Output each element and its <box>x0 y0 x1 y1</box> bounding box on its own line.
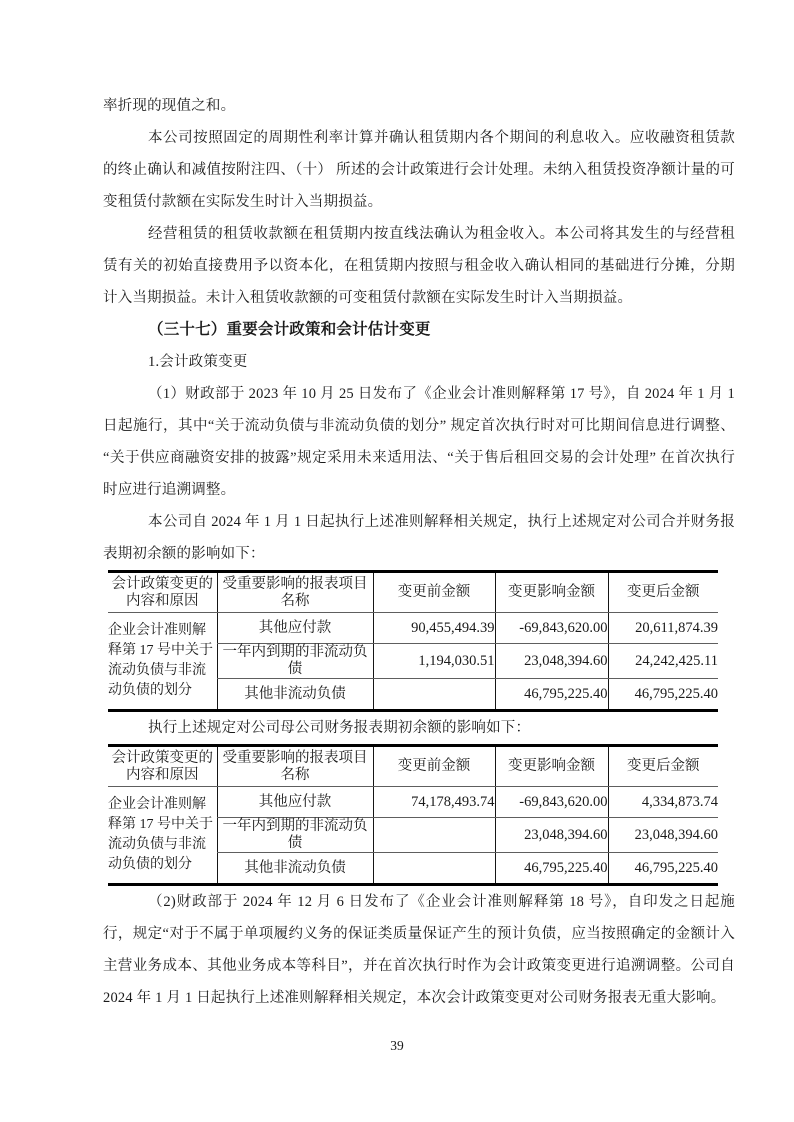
header-after: 变更后金额 <box>608 746 718 787</box>
paragraph-operating-lease: 经营租赁的租赁收款额在租赁期内按直线法确认为租金收入。本公司将其发生的与经营租赁有关的初始直接费用予以资本化，在租赁期内按照与租金收入确认相同的基础进行分摊，分期计入当期损益。未计入租赁收款额的可变租赁付款额在实际发生时计入当期损益。 <box>103 226 735 306</box>
item-cell: 其他应付款 <box>217 613 373 644</box>
header-impact: 变更影响金额 <box>495 746 608 787</box>
paragraph-parent-intro: 执行上述规定对公司母公司财务报表期初余额的影响如下： <box>148 720 531 736</box>
impact-amount: 23,048,394.60 <box>495 818 608 853</box>
before-amount <box>373 679 495 711</box>
item-cell: 一年内到期的非流动负债 <box>217 644 373 679</box>
page-number: 39 <box>390 1038 404 1053</box>
page-content <box>103 90 735 1014</box>
after-amount: 20,611,874.39 <box>608 613 718 644</box>
table-header-row <box>108 572 718 613</box>
header-before: 变更前金额 <box>373 746 495 787</box>
after-amount: 46,795,225.40 <box>608 679 718 711</box>
subsection-heading: 1.会计政策变更 <box>148 354 248 370</box>
item-cell: 其他非流动负债 <box>217 853 373 885</box>
reason-label: 企业会计准则解释第 17 号中关于流动负债与非流动负债的划分 <box>108 613 217 711</box>
impact-amount: 23,048,394.60 <box>495 644 608 679</box>
before-amount: 90,455,494.39 <box>373 613 495 644</box>
table-row <box>108 787 718 818</box>
header-item: 受重要影响的报表项目名称 <box>217 746 373 787</box>
before-amount: 1,194,030.51 <box>373 644 495 679</box>
item-cell: 其他应付款 <box>217 787 373 818</box>
paragraph-consolidated-intro: 本公司自 2024 年 1 月 1 日起执行上述准则解释相关规定，执行上述规定对公司合并财务报表期初余额的影响如下： <box>103 514 735 562</box>
after-amount: 24,242,425.11 <box>608 644 718 679</box>
impact-amount: -69,843,620.00 <box>495 613 608 644</box>
header-reason: 会计政策变更的内容和原因 <box>108 572 217 613</box>
impact-amount: 46,795,225.40 <box>495 679 608 711</box>
item-cell: 一年内到期的非流动负债 <box>217 818 373 853</box>
header-before: 变更前金额 <box>373 572 495 613</box>
after-amount: 4,334,873.74 <box>608 787 718 818</box>
header-impact: 变更影响金额 <box>495 572 608 613</box>
paragraph-lease-interest: 本公司按照固定的周期性利率计算并确认租赁期内各个期间的利息收入。应收融资租赁款的终止确认和减值按附注四、（十） 所述的会计政策进行会计处理。未纳入租赁投资净额计量的可变租赁付款额在实际发生时计入当期损益。 <box>103 130 735 210</box>
paragraph-policy-change-2: （2)财政部于 2024 年 12 月 6 日发布了《企业会计准则解释第 18 号》，自印发之日起施行，规定“对于不属于单项履约义务的保证类质量保证产生的预计负债，应当按照确定的金额计入主营业务成本、其他业务成本等科目”，并在首次执行时作为会计政策变更进行追溯调整。公司自 2024 年 1 月 1 日起执行上述准则解释相关规定，本次会计政策变更对公司财务报表无重大影响。 <box>103 894 735 1006</box>
table-header-row <box>108 746 718 787</box>
header-item: 受重要影响的报表项目名称 <box>217 572 373 613</box>
impact-amount: -69,843,620.00 <box>495 787 608 818</box>
parent-impact-table <box>108 744 718 886</box>
before-amount <box>373 818 495 853</box>
consolidated-impact-table <box>108 570 718 712</box>
section-heading: （三十七）重要会计政策和会计估计变更 <box>148 321 431 338</box>
before-amount: 74,178,493.74 <box>373 787 495 818</box>
after-amount: 23,048,394.60 <box>608 818 718 853</box>
paragraph-continuation: 率折现的现值之和。 <box>103 98 236 114</box>
after-amount: 46,795,225.40 <box>608 853 718 885</box>
header-after: 变更后金额 <box>608 572 718 613</box>
table-row <box>108 613 718 644</box>
item-cell: 其他非流动负债 <box>217 679 373 711</box>
reason-label: 企业会计准则解释第 17 号中关于流动负债与非流动负债的划分 <box>108 787 217 885</box>
impact-amount: 46,795,225.40 <box>495 853 608 885</box>
before-amount <box>373 853 495 885</box>
paragraph-policy-change-1: （1）财政部于 2023 年 10 月 25 日发布了《企业会计准则解释第 17 号》，自 2024 年 1 月 1 日起施行，其中“关于流动负债与非流动负债的划分” 规定首次执行时对可比期间信息进行调整、“关于供应商融资安排的披露”规定采用未来适用法、“关于售后租回交易的会计处理” 在首次执行时应进行追溯调整。 <box>103 386 735 498</box>
header-reason: 会计政策变更的内容和原因 <box>108 746 217 787</box>
